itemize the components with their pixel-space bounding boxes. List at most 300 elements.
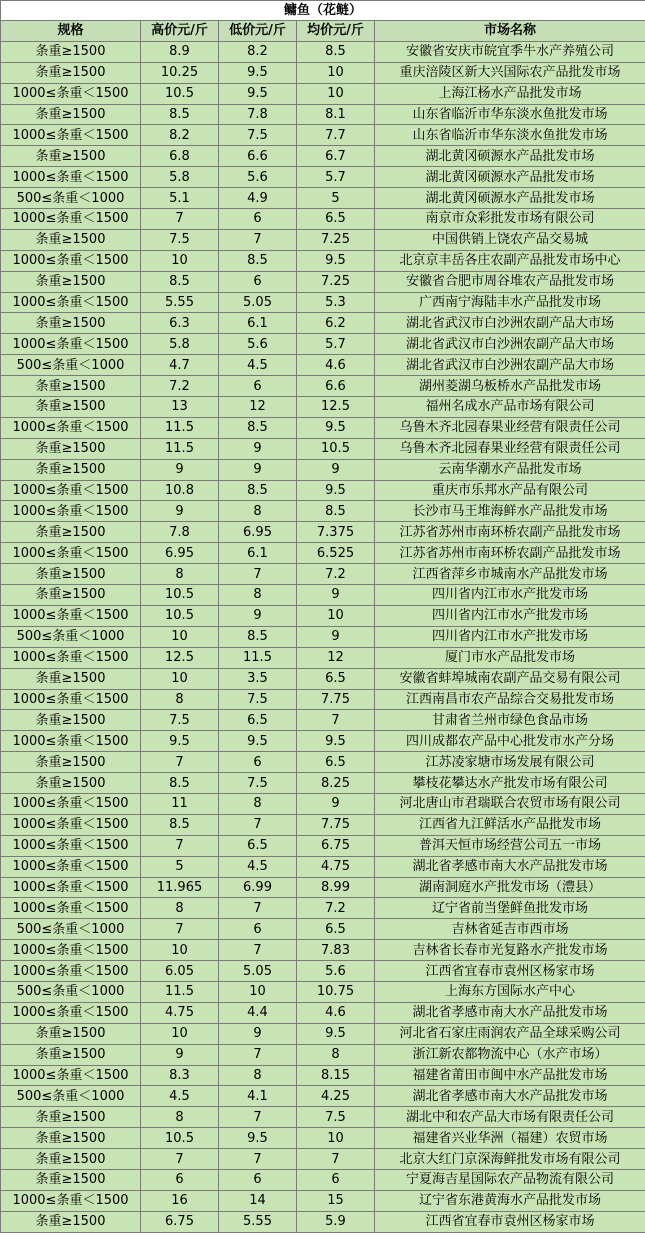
cell-low-price: 6 (219, 919, 297, 940)
cell-avg-price: 9 (297, 459, 375, 480)
cell-avg-price: 9.5 (297, 731, 375, 752)
cell-market-name: 江苏省苏州市南环桥农副产品批发市场 (375, 543, 645, 564)
cell-high-price: 8 (141, 1107, 219, 1128)
cell-high-price: 9.5 (141, 731, 219, 752)
cell-low-price: 14 (219, 1190, 297, 1211)
cell-low-price: 7 (219, 564, 297, 585)
cell-high-price: 8.2 (141, 125, 219, 146)
table-row (1, 835, 645, 856)
cell-spec: 1000≤条重＜1500 (1, 731, 141, 752)
cell-high-price: 7.8 (141, 522, 219, 543)
header-row (1, 21, 645, 42)
cell-high-price: 5.1 (141, 188, 219, 209)
cell-market-name: 中国供销上饶农产品交易城 (375, 229, 645, 250)
cell-high-price: 10 (141, 626, 219, 647)
cell-market-name: 四川省内江市水产批发市场 (375, 605, 645, 626)
table-row (1, 104, 645, 125)
cell-high-price: 11.965 (141, 877, 219, 898)
cell-market-name: 湖北黄冈硕源水产品批发市场 (375, 188, 645, 209)
cell-spec: 1000≤条重＜1500 (1, 292, 141, 313)
cell-avg-price: 9.5 (297, 1023, 375, 1044)
cell-high-price: 6 (141, 1169, 219, 1190)
cell-low-price: 6 (219, 752, 297, 773)
cell-market-name: 上海东方国际水产中心 (375, 981, 645, 1002)
cell-low-price: 7.5 (219, 773, 297, 794)
table-row (1, 501, 645, 522)
cell-low-price: 7 (219, 229, 297, 250)
cell-spec: 1000≤条重＜1500 (1, 250, 141, 271)
cell-low-price: 7 (219, 1107, 297, 1128)
cell-market-name: 江西省宜春市袁州区杨家市场 (375, 961, 645, 982)
table-row (1, 773, 645, 794)
cell-spec: 1000≤条重＜1500 (1, 1190, 141, 1211)
cell-spec: 条重≥1500 (1, 438, 141, 459)
cell-market-name: 重庆市乐邦水产品有限公司 (375, 480, 645, 501)
cell-high-price: 6.8 (141, 146, 219, 167)
cell-high-price: 13 (141, 397, 219, 418)
cell-spec: 1000≤条重＜1500 (1, 877, 141, 898)
cell-high-price: 10 (141, 1023, 219, 1044)
cell-spec: 条重≥1500 (1, 585, 141, 606)
cell-spec: 1000≤条重＜1500 (1, 167, 141, 188)
cell-high-price: 9 (141, 1044, 219, 1065)
cell-market-name: 普洱天恒市场经营公司五一市场 (375, 835, 645, 856)
cell-high-price: 4.5 (141, 1086, 219, 1107)
cell-high-price: 11.5 (141, 438, 219, 459)
cell-low-price: 3.5 (219, 668, 297, 689)
cell-high-price: 7 (141, 919, 219, 940)
cell-high-price: 8.9 (141, 41, 219, 62)
cell-high-price: 6.75 (141, 1211, 219, 1232)
cell-spec: 条重≥1500 (1, 313, 141, 334)
table-row (1, 585, 645, 606)
cell-low-price: 4.4 (219, 1002, 297, 1023)
cell-spec: 条重≥1500 (1, 710, 141, 731)
table-row (1, 1190, 645, 1211)
cell-market-name: 湖北省武汉市白沙洲农副产品大市场 (375, 313, 645, 334)
cell-high-price: 5.55 (141, 292, 219, 313)
cell-low-price: 5.05 (219, 292, 297, 313)
cell-market-name: 江西省萍乡市城南水产品批发市场 (375, 564, 645, 585)
cell-high-price: 7 (141, 1149, 219, 1170)
cell-market-name: 乌鲁木齐北园春果业经营有限责任公司 (375, 417, 645, 438)
table-row (1, 710, 645, 731)
cell-high-price: 4.7 (141, 355, 219, 376)
cell-low-price: 8 (219, 793, 297, 814)
cell-avg-price: 7.375 (297, 522, 375, 543)
cell-market-name: 江西南昌市农产品综合交易批发市场 (375, 689, 645, 710)
table-row (1, 543, 645, 564)
cell-avg-price: 12.5 (297, 397, 375, 418)
cell-avg-price: 10.5 (297, 438, 375, 459)
cell-low-price: 7.5 (219, 125, 297, 146)
table-row (1, 313, 645, 334)
table-row (1, 167, 645, 188)
cell-avg-price: 10 (297, 1128, 375, 1149)
cell-spec: 1000≤条重＜1500 (1, 125, 141, 146)
table-body (1, 41, 645, 1232)
cell-market-name: 湖州菱湖乌板桥水产品批发市场 (375, 376, 645, 397)
cell-spec: 500≤条重＜1000 (1, 919, 141, 940)
cell-avg-price: 7.83 (297, 940, 375, 961)
table-row (1, 125, 645, 146)
cell-high-price: 10.5 (141, 83, 219, 104)
table-row (1, 731, 645, 752)
cell-high-price: 7.5 (141, 229, 219, 250)
cell-avg-price: 9 (297, 585, 375, 606)
table-row (1, 417, 645, 438)
table-row (1, 146, 645, 167)
cell-low-price: 4.9 (219, 188, 297, 209)
cell-market-name: 江西省九江鲜活水产品批发市场 (375, 814, 645, 835)
cell-low-price: 8.5 (219, 250, 297, 271)
cell-market-name: 北京京丰岳各庄农副产品批发市场中心 (375, 250, 645, 271)
cell-avg-price: 7 (297, 1149, 375, 1170)
cell-spec: 条重≥1500 (1, 1044, 141, 1065)
cell-avg-price: 8 (297, 1044, 375, 1065)
table-row (1, 292, 645, 313)
cell-avg-price: 7.25 (297, 229, 375, 250)
cell-high-price: 10.5 (141, 585, 219, 606)
cell-low-price: 6 (219, 376, 297, 397)
cell-market-name: 湖北黄冈硕源水产品批发市场 (375, 146, 645, 167)
cell-low-price: 6.6 (219, 146, 297, 167)
cell-market-name: 攀枝花攀达水产批发市场有限公司 (375, 773, 645, 794)
cell-spec: 1000≤条重＜1500 (1, 209, 141, 230)
cell-avg-price: 10 (297, 83, 375, 104)
table-row (1, 919, 645, 940)
cell-avg-price: 6.5 (297, 919, 375, 940)
cell-high-price: 5.8 (141, 334, 219, 355)
cell-avg-price: 9 (297, 626, 375, 647)
cell-spec: 1000≤条重＜1500 (1, 793, 141, 814)
cell-high-price: 5.8 (141, 167, 219, 188)
cell-avg-price: 8.15 (297, 1065, 375, 1086)
cell-avg-price: 7.75 (297, 689, 375, 710)
table-row (1, 940, 645, 961)
sheet-title: 鳙鱼（花鲢） (1, 1, 645, 21)
table-row (1, 480, 645, 501)
header-market-name: 市场名称 (375, 21, 645, 42)
table-row (1, 209, 645, 230)
cell-market-name: 湖北省孝感市南大水产品批发市场 (375, 856, 645, 877)
cell-low-price: 7 (219, 1044, 297, 1065)
cell-high-price: 4.75 (141, 1002, 219, 1023)
cell-market-name: 四川成都农产品中心批发市水产分场 (375, 731, 645, 752)
cell-spec: 条重≥1500 (1, 752, 141, 773)
cell-low-price: 7.8 (219, 104, 297, 125)
header-low-price: 低价元/斤 (219, 21, 297, 42)
cell-spec: 条重≥1500 (1, 104, 141, 125)
table-row (1, 41, 645, 62)
cell-spec: 条重≥1500 (1, 229, 141, 250)
table-row (1, 1086, 645, 1107)
table-row (1, 814, 645, 835)
cell-spec: 1000≤条重＜1500 (1, 835, 141, 856)
cell-high-price: 10.8 (141, 480, 219, 501)
cell-market-name: 辽宁省前当堡鲜鱼批发市场 (375, 898, 645, 919)
cell-low-price: 8 (219, 501, 297, 522)
cell-low-price: 6 (219, 271, 297, 292)
cell-high-price: 7.5 (141, 710, 219, 731)
cell-avg-price: 5.7 (297, 167, 375, 188)
cell-high-price: 6.95 (141, 543, 219, 564)
cell-low-price: 9 (219, 438, 297, 459)
cell-high-price: 8.5 (141, 271, 219, 292)
cell-avg-price: 10 (297, 605, 375, 626)
cell-market-name: 吉林省长春市光复路水产批发市场 (375, 940, 645, 961)
cell-spec: 条重≥1500 (1, 1128, 141, 1149)
cell-avg-price: 7.7 (297, 125, 375, 146)
cell-spec: 条重≥1500 (1, 564, 141, 585)
cell-avg-price: 8.1 (297, 104, 375, 125)
cell-spec: 条重≥1500 (1, 1149, 141, 1170)
table-row (1, 1169, 645, 1190)
cell-avg-price: 4.6 (297, 355, 375, 376)
table-row (1, 647, 645, 668)
cell-market-name: 上海江杨水产品批发市场 (375, 83, 645, 104)
cell-market-name: 湖北省孝感市南大水产品批发市场 (375, 1086, 645, 1107)
cell-low-price: 7 (219, 898, 297, 919)
table-row (1, 83, 645, 104)
table-row (1, 229, 645, 250)
cell-avg-price: 12 (297, 647, 375, 668)
cell-market-name: 河北省石家庄雨润农产品全球采购公司 (375, 1023, 645, 1044)
cell-market-name: 福州名成水产品市场有限公司 (375, 397, 645, 418)
cell-low-price: 11.5 (219, 647, 297, 668)
cell-spec: 1000≤条重＜1500 (1, 334, 141, 355)
cell-avg-price: 6.5 (297, 752, 375, 773)
table-row (1, 376, 645, 397)
cell-spec: 1000≤条重＜1500 (1, 856, 141, 877)
cell-market-name: 山东省临沂市华东淡水鱼批发市场 (375, 125, 645, 146)
table-row (1, 1128, 645, 1149)
cell-high-price: 10 (141, 940, 219, 961)
cell-low-price: 9.5 (219, 62, 297, 83)
cell-low-price: 6.1 (219, 313, 297, 334)
cell-market-name: 四川省内江市水产批发市场 (375, 585, 645, 606)
cell-spec: 1000≤条重＜1500 (1, 940, 141, 961)
cell-avg-price: 6.5 (297, 668, 375, 689)
cell-low-price: 9.5 (219, 731, 297, 752)
header-high-price: 高价元/斤 (141, 21, 219, 42)
table-row (1, 355, 645, 376)
cell-high-price: 9 (141, 459, 219, 480)
table-row (1, 668, 645, 689)
cell-low-price: 6.99 (219, 877, 297, 898)
cell-market-name: 江西省宜春市袁州区杨家市场 (375, 1211, 645, 1232)
cell-spec: 1000≤条重＜1500 (1, 647, 141, 668)
cell-high-price: 8.5 (141, 773, 219, 794)
cell-spec: 1000≤条重＜1500 (1, 1065, 141, 1086)
cell-avg-price: 7 (297, 710, 375, 731)
cell-high-price: 7.2 (141, 376, 219, 397)
cell-spec: 条重≥1500 (1, 668, 141, 689)
cell-avg-price: 5.7 (297, 334, 375, 355)
cell-avg-price: 4.75 (297, 856, 375, 877)
cell-low-price: 5.05 (219, 961, 297, 982)
table-row (1, 459, 645, 480)
cell-avg-price: 6.7 (297, 146, 375, 167)
cell-spec: 条重≥1500 (1, 41, 141, 62)
cell-low-price: 4.5 (219, 355, 297, 376)
cell-avg-price: 5 (297, 188, 375, 209)
cell-avg-price: 6.75 (297, 835, 375, 856)
cell-low-price: 8 (219, 1065, 297, 1086)
cell-spec: 1000≤条重＜1500 (1, 1002, 141, 1023)
cell-market-name: 重庆涪陵区新大兴国际农产品批发市场 (375, 62, 645, 83)
table-row (1, 981, 645, 1002)
cell-spec: 条重≥1500 (1, 1211, 141, 1232)
cell-spec: 条重≥1500 (1, 271, 141, 292)
cell-low-price: 6.1 (219, 543, 297, 564)
cell-avg-price: 7.2 (297, 564, 375, 585)
cell-market-name: 山东省临沂市华东淡水鱼批发市场 (375, 104, 645, 125)
cell-spec: 条重≥1500 (1, 459, 141, 480)
header-avg-price: 均价元/斤 (297, 21, 375, 42)
cell-market-name: 宁夏海吉星国际农产品物流有限公司 (375, 1169, 645, 1190)
cell-high-price: 11.5 (141, 417, 219, 438)
cell-market-name: 江苏省苏州市南环桥农副产品批发市场 (375, 522, 645, 543)
cell-spec: 条重≥1500 (1, 1023, 141, 1044)
cell-high-price: 6.3 (141, 313, 219, 334)
table-row (1, 689, 645, 710)
cell-spec: 1000≤条重＜1500 (1, 417, 141, 438)
cell-market-name: 甘肃省兰州市绿色食品市场 (375, 710, 645, 731)
cell-market-name: 湖北省武汉市白沙洲农副产品大市场 (375, 355, 645, 376)
cell-market-name: 云南华潮水产品批发市场 (375, 459, 645, 480)
cell-avg-price: 7.25 (297, 271, 375, 292)
table-row (1, 605, 645, 626)
cell-market-name: 南京市众彩批发市场有限公司 (375, 209, 645, 230)
cell-spec: 条重≥1500 (1, 376, 141, 397)
cell-low-price: 12 (219, 397, 297, 418)
cell-high-price: 7 (141, 835, 219, 856)
cell-spec: 1000≤条重＜1500 (1, 83, 141, 104)
cell-avg-price: 9.5 (297, 417, 375, 438)
table-row (1, 250, 645, 271)
cell-avg-price: 5.3 (297, 292, 375, 313)
cell-low-price: 4.1 (219, 1086, 297, 1107)
table-row (1, 522, 645, 543)
cell-high-price: 10.25 (141, 62, 219, 83)
cell-avg-price: 7.2 (297, 898, 375, 919)
cell-low-price: 9 (219, 459, 297, 480)
cell-spec: 1000≤条重＜1500 (1, 543, 141, 564)
cell-avg-price: 9.5 (297, 480, 375, 501)
cell-spec: 条重≥1500 (1, 62, 141, 83)
table-row (1, 898, 645, 919)
cell-high-price: 10 (141, 250, 219, 271)
cell-high-price: 6.05 (141, 961, 219, 982)
cell-high-price: 12.5 (141, 647, 219, 668)
cell-low-price: 8.5 (219, 626, 297, 647)
cell-spec: 1000≤条重＜1500 (1, 898, 141, 919)
cell-high-price: 8.5 (141, 104, 219, 125)
cell-avg-price: 10.75 (297, 981, 375, 1002)
cell-spec: 500≤条重＜1000 (1, 188, 141, 209)
cell-high-price: 8 (141, 898, 219, 919)
cell-spec: 500≤条重＜1000 (1, 355, 141, 376)
cell-market-name: 湖北省孝感市南大水产品批发市场 (375, 1002, 645, 1023)
table-row (1, 1002, 645, 1023)
header-spec: 规格 (1, 21, 141, 42)
cell-avg-price: 4.6 (297, 1002, 375, 1023)
cell-avg-price: 9 (297, 793, 375, 814)
table-row (1, 961, 645, 982)
cell-low-price: 5.6 (219, 334, 297, 355)
cell-market-name: 北京大红门京深海鲜批发市场有限公司 (375, 1149, 645, 1170)
cell-market-name: 浙江新农都物流中心（水产市场） (375, 1044, 645, 1065)
cell-market-name: 河北唐山市君瑞联合农贸市场有限公司 (375, 793, 645, 814)
table-row (1, 1107, 645, 1128)
cell-avg-price: 8.5 (297, 41, 375, 62)
cell-low-price: 6.5 (219, 710, 297, 731)
cell-avg-price: 6.6 (297, 376, 375, 397)
cell-high-price: 8 (141, 564, 219, 585)
cell-avg-price: 6.525 (297, 543, 375, 564)
cell-high-price: 11.5 (141, 981, 219, 1002)
cell-spec: 条重≥1500 (1, 522, 141, 543)
cell-spec: 条重≥1500 (1, 397, 141, 418)
cell-market-name: 广西南宁海陆丰水产品批发市场 (375, 292, 645, 313)
cell-spec: 条重≥1500 (1, 146, 141, 167)
cell-avg-price: 8.25 (297, 773, 375, 794)
table-row (1, 1065, 645, 1086)
cell-high-price: 10 (141, 668, 219, 689)
cell-avg-price: 7.5 (297, 1107, 375, 1128)
cell-low-price: 10 (219, 981, 297, 1002)
table-row (1, 1211, 645, 1232)
cell-spec: 1000≤条重＜1500 (1, 814, 141, 835)
cell-market-name: 安徽省合肥市周谷堆农产品批发市场 (375, 271, 645, 292)
cell-spec: 条重≥1500 (1, 773, 141, 794)
cell-high-price: 9 (141, 501, 219, 522)
cell-low-price: 4.5 (219, 856, 297, 877)
cell-high-price: 7 (141, 752, 219, 773)
cell-low-price: 7 (219, 1149, 297, 1170)
cell-high-price: 5 (141, 856, 219, 877)
cell-market-name: 安徽省安庆市皖宜季牛水产养殖公司 (375, 41, 645, 62)
cell-low-price: 9.5 (219, 1128, 297, 1149)
cell-low-price: 9.5 (219, 83, 297, 104)
table-row (1, 334, 645, 355)
table-row (1, 793, 645, 814)
cell-high-price: 16 (141, 1190, 219, 1211)
cell-market-name: 江苏凌家塘市场发展有限公司 (375, 752, 645, 773)
cell-high-price: 8.5 (141, 814, 219, 835)
table-row (1, 1044, 645, 1065)
cell-market-name: 安徽省蚌埠城南农副产品交易有限公司 (375, 668, 645, 689)
cell-low-price: 7 (219, 814, 297, 835)
cell-high-price: 7 (141, 209, 219, 230)
table-row (1, 397, 645, 418)
cell-market-name: 辽宁省东港黄海水产品批发市场 (375, 1190, 645, 1211)
cell-market-name: 吉林省延吉市西市场 (375, 919, 645, 940)
cell-high-price: 8 (141, 689, 219, 710)
cell-avg-price: 8.99 (297, 877, 375, 898)
cell-low-price: 8.5 (219, 480, 297, 501)
table-row (1, 877, 645, 898)
cell-market-name: 湖北中和农产品大市场有限责任公司 (375, 1107, 645, 1128)
cell-market-name: 湖北黄冈硕源水产品批发市场 (375, 167, 645, 188)
cell-market-name: 长沙市马王堆海鲜水产品批发市场 (375, 501, 645, 522)
cell-avg-price: 5.9 (297, 1211, 375, 1232)
cell-avg-price: 7.75 (297, 814, 375, 835)
cell-spec: 1000≤条重＜1500 (1, 689, 141, 710)
cell-market-name: 福建省兴业华洲（福建）农贸市场 (375, 1128, 645, 1149)
cell-low-price: 9 (219, 605, 297, 626)
